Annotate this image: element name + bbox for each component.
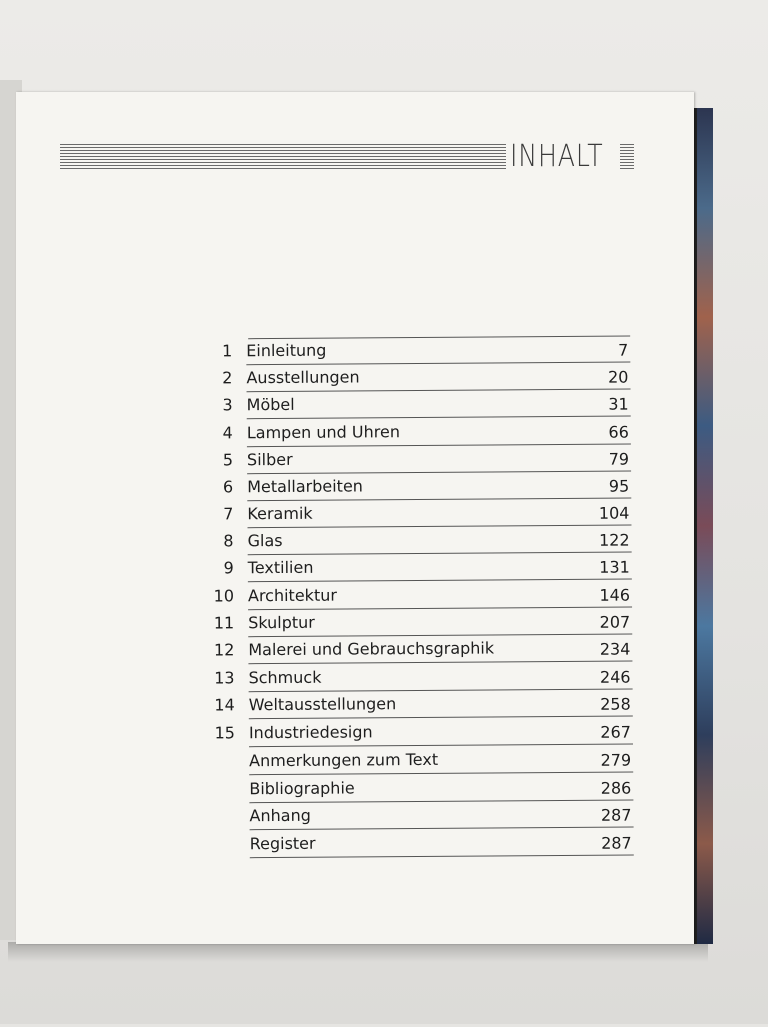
- toc-number: 6: [195, 477, 233, 496]
- toc-title: Register: [250, 834, 316, 853]
- toc-number: 13: [196, 668, 234, 687]
- toc-page-number: 267: [600, 723, 631, 742]
- toc-title: Schmuck: [248, 668, 321, 688]
- toc-row: [196, 553, 636, 582]
- toc-row: [196, 663, 636, 692]
- toc-row: [198, 829, 638, 858]
- toc-page-number: 7: [618, 341, 628, 360]
- toc-row: [196, 526, 636, 555]
- toc-title: Glas: [248, 531, 283, 550]
- toc-title: Industriedesign: [249, 722, 373, 742]
- toc-row: [197, 746, 637, 775]
- toc-title: Metallarbeiten: [247, 476, 363, 496]
- toc-page-number: 104: [599, 504, 630, 523]
- toc-page-number: 279: [601, 751, 632, 770]
- toc-title: Weltausstellungen: [249, 694, 397, 714]
- toc-title: Lampen und Uhren: [247, 422, 400, 442]
- toc-title: Textilien: [248, 558, 314, 577]
- toc-page-number: 95: [609, 477, 629, 496]
- toc-row: [195, 499, 635, 528]
- toc-number: 2: [194, 368, 232, 387]
- toc-row: [196, 635, 636, 664]
- toc-row: [196, 581, 636, 610]
- toc-number: 7: [195, 504, 233, 523]
- toc-page-number: 66: [608, 423, 628, 442]
- toc-title: Bibliographie: [249, 778, 355, 798]
- toc-number: 4: [195, 423, 233, 442]
- toc-title: Anhang: [249, 806, 310, 825]
- toc-page-number: 31: [608, 395, 628, 414]
- toc-number: 14: [197, 695, 235, 714]
- toc-row: [195, 390, 635, 419]
- toc-page-number: 207: [600, 613, 631, 632]
- toc-page-number: 287: [601, 806, 632, 825]
- toc-page-number: 122: [599, 531, 630, 550]
- toc-title: Skulptur: [248, 613, 315, 632]
- toc-row: [197, 690, 637, 719]
- toc-row: [197, 774, 637, 803]
- toc-number: 8: [196, 531, 234, 550]
- toc-page-number: 287: [601, 834, 632, 853]
- toc-row: [197, 801, 637, 830]
- toc-row: [197, 718, 637, 747]
- toc-page-number: 246: [600, 668, 631, 687]
- toc-title: Keramik: [247, 504, 312, 523]
- toc-title: Malerei und Gebrauchsgraphik: [248, 638, 494, 659]
- toc-row: [194, 363, 634, 392]
- toc-row: [195, 418, 635, 447]
- toc-rule: [250, 855, 634, 859]
- toc-page-number: 131: [599, 558, 630, 577]
- toc-title: Anmerkungen zum Text: [249, 750, 438, 770]
- toc-title: Architektur: [248, 586, 337, 606]
- toc-number: 11: [196, 613, 234, 632]
- toc-row: [196, 608, 636, 637]
- toc-page-number: 20: [608, 368, 628, 387]
- toc-page-number: 79: [609, 450, 629, 469]
- toc-title: Möbel: [247, 395, 295, 414]
- toc-number: 3: [195, 395, 233, 414]
- toc-title: Silber: [247, 450, 293, 469]
- toc-number: 15: [197, 723, 235, 742]
- toc-page-number: 286: [601, 779, 632, 798]
- toc-number: 9: [196, 558, 234, 577]
- toc-page-number: 234: [600, 640, 631, 659]
- toc-title: Einleitung: [246, 341, 326, 361]
- toc-number: 10: [196, 586, 234, 605]
- toc-title: Ausstellungen: [246, 367, 359, 387]
- page-title: INHALT: [510, 137, 603, 177]
- toc-row: [195, 472, 635, 501]
- toc-page-number: 258: [600, 695, 631, 714]
- toc-number: 12: [196, 640, 234, 659]
- toc-number: 1: [194, 341, 232, 360]
- toc-page-number: 146: [599, 586, 630, 605]
- toc-number: 5: [195, 450, 233, 469]
- toc-row: [195, 445, 635, 474]
- toc-row: [194, 336, 634, 365]
